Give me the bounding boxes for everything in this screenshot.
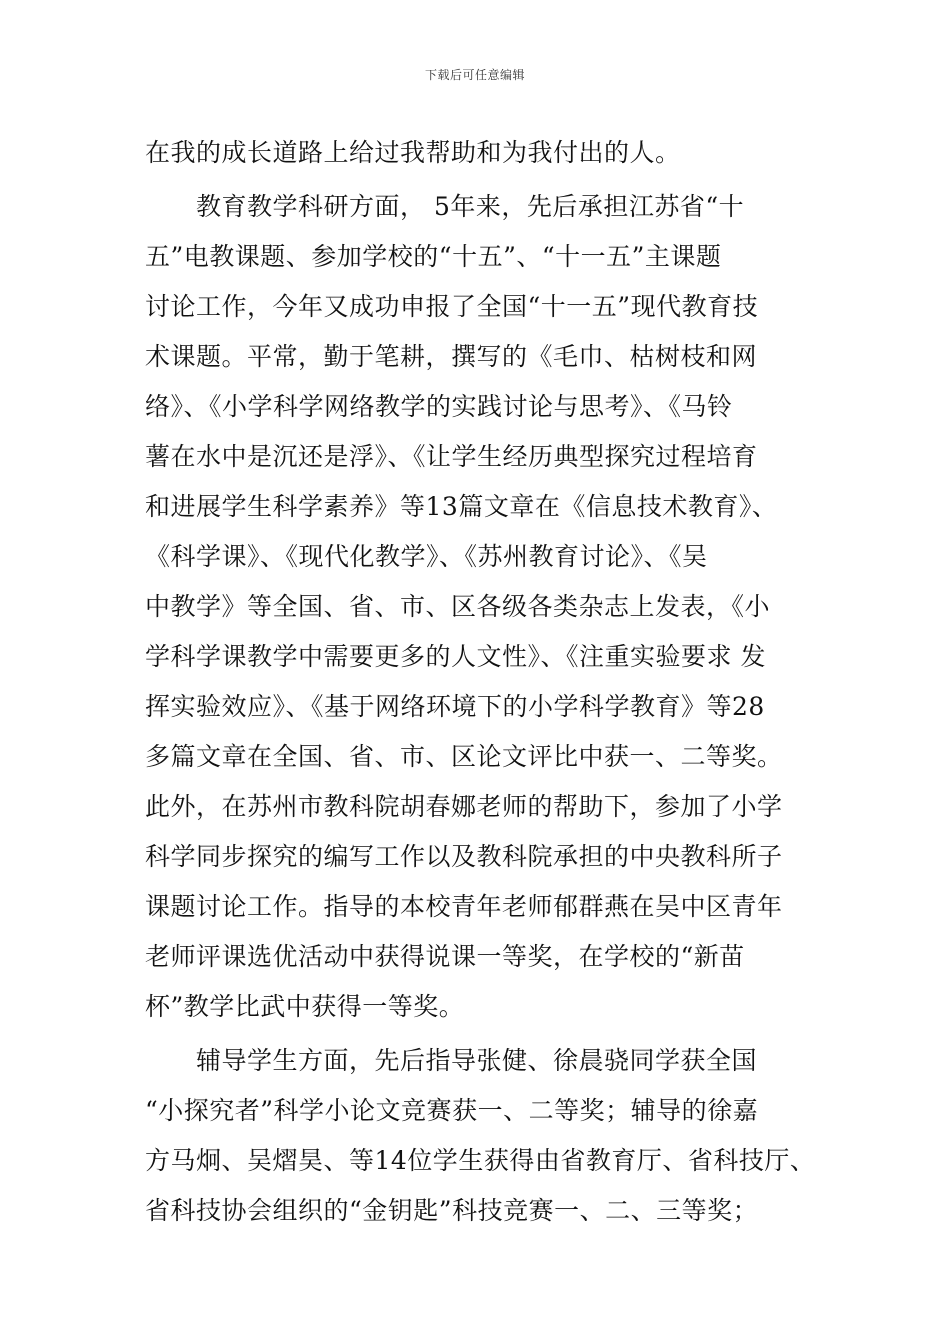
text-line: 此外，在苏州市教科院胡春娜老师的帮助下，参加了小学 (145, 792, 783, 821)
text-line: 方马炯、吴熠昊、等14位学生获得由省教育厅、省科技厅、 (145, 1146, 816, 1175)
page-header: 下载后可任意编辑 (424, 68, 525, 82)
text-line: 老师评课选优活动中获得说课一等奖，在学校的“新苗 (145, 942, 745, 971)
text-line: 科学同步探究的编写工作以及教科院承担的中央教科所子 (145, 842, 783, 871)
text-line: 五”电教课题、参加学校的“十五”、“十一五”主课题 (145, 242, 722, 271)
text-line: 中教学》等全国、省、市、区各级各类杂志上发表，《小 (145, 592, 771, 621)
document-body (145, 128, 835, 1236)
text-line: 在我的成长道路上给过我帮助和为我付出的人。 (145, 138, 681, 167)
text-line: 教育教学科研方面， 5年来，先后承担江苏省“十 (145, 192, 745, 221)
text-line: 杯”教学比武中获得一等奖。 (145, 992, 465, 1021)
text-line: 多篇文章在全国、省、市、区论文评比中获一、二等奖。 (145, 742, 783, 771)
text-line: 术课题。平常，勤于笔耕，撰写的《毛巾、枯树枝和网 (145, 342, 758, 371)
text-line: 和进展学生科学素养》等13篇文章在《信息技术教育》、 (145, 492, 778, 521)
text-line: 络》、《小学科学网络教学的实践讨论与思考》、《马铃 (145, 392, 733, 421)
text-line: 挥实验效应》、《基于网络环境下的小学科学教育》等28 (145, 692, 765, 721)
text-line: 省科技协会组织的“金钥匙”科技竞赛一、二、三等奖； (145, 1196, 759, 1225)
text-line: “小探究者”科学小论文竞赛获一、二等奖；辅导的徐嘉 (145, 1096, 759, 1125)
text-line: 讨论工作，今年又成功申报了全国“十一五”现代教育技 (145, 292, 759, 321)
text-line: 《科学课》、《现代化教学》、《苏州教育讨论》、《吴 (145, 542, 708, 571)
paragraph-closing (145, 128, 835, 178)
paragraph-research (145, 182, 835, 1032)
text-line: 薯在水中是沉还是浮》、《让学生经历典型探究过程培育 (145, 442, 758, 471)
paragraph-tutoring (145, 1036, 835, 1236)
text-line: 辅导学生方面，先后指导张健、徐晨骁同学获全国 (145, 1046, 758, 1075)
text-line: 学科学课教学中需要更多的人文性》、《注重实验要求 发 (145, 642, 766, 671)
text-line: 课题讨论工作。指导的本校青年老师郁群燕在吴中区青年 (145, 892, 783, 921)
